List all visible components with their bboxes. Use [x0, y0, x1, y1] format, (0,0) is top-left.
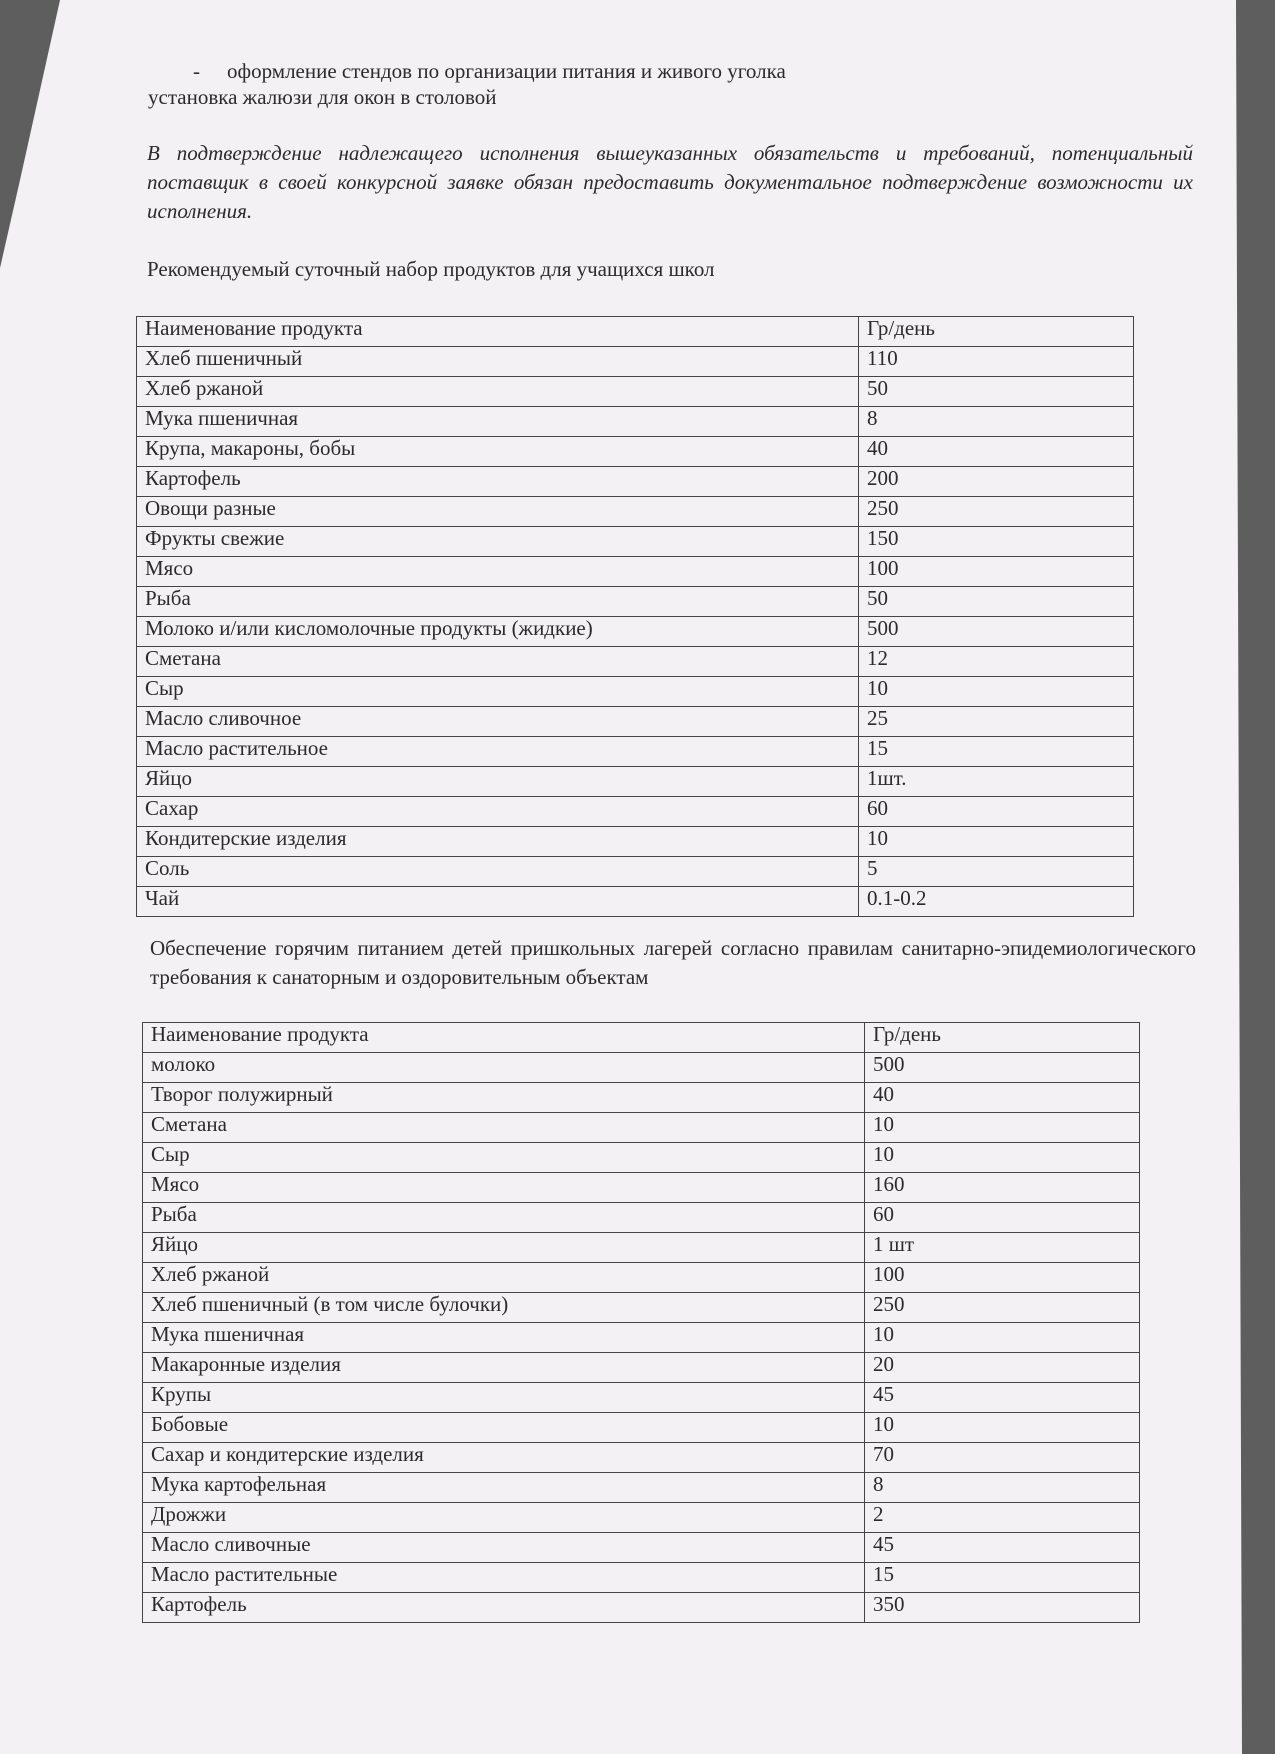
table-header-row	[137, 317, 1134, 347]
table-row	[137, 827, 1134, 857]
grams-per-day-cell: 8	[865, 1473, 1140, 1503]
product-name-cell: Хлеб пшеничный	[137, 347, 859, 377]
product-name-cell: Хлеб пшеничный (в том числе булочки)	[143, 1293, 865, 1323]
table-row	[143, 1203, 1140, 1233]
product-name-cell: Крупа, макароны, бобы	[137, 437, 859, 467]
product-name-cell: Сахар и кондитерские изделия	[143, 1443, 865, 1473]
grams-per-day-cell: 500	[865, 1053, 1140, 1083]
grams-per-day-cell: 500	[859, 617, 1134, 647]
grams-per-day-cell: 10	[859, 677, 1134, 707]
grams-per-day-cell: 15	[865, 1563, 1140, 1593]
table-row	[143, 1233, 1140, 1263]
product-name-cell: Яйцо	[137, 767, 859, 797]
product-name-cell: Мясо	[143, 1173, 865, 1203]
table-row	[143, 1503, 1140, 1533]
product-name-cell: Фрукты свежие	[137, 527, 859, 557]
table-row	[137, 437, 1134, 467]
product-name-cell: Бобовые	[143, 1413, 865, 1443]
product-name-cell: Сметана	[143, 1113, 865, 1143]
product-name-cell: Сыр	[137, 677, 859, 707]
product-name-cell: Картофель	[137, 467, 859, 497]
product-name-cell: Овощи разные	[137, 497, 859, 527]
product-name-cell: Крупы	[143, 1383, 865, 1413]
table-row	[137, 557, 1134, 587]
italic-paragraph: В подтверждение надлежащего исполнения вышеуказанных обязательств и требований, потенциальный поставщик в своей конкурсной заявке обязан предоставить документальное подтверждение возможности их исполнения.	[147, 141, 1193, 223]
section2-heading: Обеспечение горячим питанием детей пришкольных лагерей согласно правилам санитарно-эпидемиологического требования к санаторным и оздоровительным объектам	[150, 936, 1196, 989]
table-row	[143, 1413, 1140, 1443]
grams-per-day-cell: 10	[859, 827, 1134, 857]
grams-per-day-cell: 60	[865, 1203, 1140, 1233]
grams-per-day-cell: 15	[859, 737, 1134, 767]
table-row	[143, 1593, 1140, 1623]
table-row	[143, 1353, 1140, 1383]
grams-per-day-cell: 100	[859, 557, 1134, 587]
product-name-cell: Наименование продукта	[137, 317, 859, 347]
table-row	[143, 1383, 1140, 1413]
bullet-marker: -	[193, 59, 200, 83]
grams-per-day-cell: 25	[859, 707, 1134, 737]
table-row	[143, 1113, 1140, 1143]
grams-per-day-cell: 200	[859, 467, 1134, 497]
table-row	[137, 617, 1134, 647]
bullet-text: оформление стендов по организации питания и живого уголка	[227, 59, 786, 83]
grams-per-day-cell: 70	[865, 1443, 1140, 1473]
table-header-row	[143, 1023, 1140, 1053]
plain-line: установка жалюзи для окон в столовой	[148, 85, 497, 109]
table-row	[143, 1053, 1140, 1083]
grams-per-day-cell: 110	[859, 347, 1134, 377]
product-name-cell: Масло сливочные	[143, 1533, 865, 1563]
table-row	[137, 737, 1134, 767]
grams-per-day-cell: 1 шт	[865, 1233, 1140, 1263]
product-name-cell: Яйцо	[143, 1233, 865, 1263]
table-row	[137, 707, 1134, 737]
table-row	[137, 767, 1134, 797]
grams-per-day-cell: 2	[865, 1503, 1140, 1533]
table-row	[143, 1473, 1140, 1503]
table-row	[143, 1443, 1140, 1473]
table-row	[137, 527, 1134, 557]
table-row	[143, 1533, 1140, 1563]
grams-per-day-cell: Гр/день	[859, 317, 1134, 347]
grams-per-day-cell: 350	[865, 1593, 1140, 1623]
product-name-cell: Мука пшеничная	[143, 1323, 865, 1353]
table-row	[137, 887, 1134, 917]
bullet-item	[193, 59, 786, 84]
grams-per-day-cell: 50	[859, 587, 1134, 617]
grams-per-day-cell: 50	[859, 377, 1134, 407]
product-name-cell: Молоко и/или кисломолочные продукты (жидкие)	[137, 617, 859, 647]
product-name-cell: Соль	[137, 857, 859, 887]
grams-per-day-cell: 45	[865, 1383, 1140, 1413]
product-name-cell: Мясо	[137, 557, 859, 587]
grams-per-day-cell: 10	[865, 1113, 1140, 1143]
grams-per-day-cell: 40	[865, 1083, 1140, 1113]
table-row	[143, 1263, 1140, 1293]
grams-per-day-cell: 10	[865, 1323, 1140, 1353]
school-products-table	[136, 316, 1134, 917]
grams-per-day-cell: 40	[859, 437, 1134, 467]
table-row	[137, 467, 1134, 497]
product-name-cell: Наименование продукта	[143, 1023, 865, 1053]
product-name-cell: Сыр	[143, 1143, 865, 1173]
product-name-cell: Дрожжи	[143, 1503, 865, 1533]
table-row	[137, 857, 1134, 887]
table-row	[137, 677, 1134, 707]
table-row	[137, 497, 1134, 527]
table-row	[137, 647, 1134, 677]
section1-heading: Рекомендуемый суточный набор продуктов для учащихся школ	[147, 257, 715, 281]
table-row	[137, 797, 1134, 827]
product-name-cell: Масло растительные	[143, 1563, 865, 1593]
product-name-cell: Хлеб ржаной	[137, 377, 859, 407]
grams-per-day-cell: 150	[859, 527, 1134, 557]
grams-per-day-cell: 8	[859, 407, 1134, 437]
product-name-cell: молоко	[143, 1053, 865, 1083]
product-name-cell: Масло сливочное	[137, 707, 859, 737]
grams-per-day-cell: 20	[865, 1353, 1140, 1383]
grams-per-day-cell: 5	[859, 857, 1134, 887]
product-name-cell: Рыба	[143, 1203, 865, 1233]
grams-per-day-cell: 250	[865, 1293, 1140, 1323]
product-name-cell: Мука пшеничная	[137, 407, 859, 437]
grams-per-day-cell: 10	[865, 1413, 1140, 1443]
grams-per-day-cell: 250	[859, 497, 1134, 527]
grams-per-day-cell: 45	[865, 1533, 1140, 1563]
table-row	[137, 347, 1134, 377]
table-row	[137, 377, 1134, 407]
table-row	[143, 1563, 1140, 1593]
table-row	[143, 1083, 1140, 1113]
table-row	[143, 1173, 1140, 1203]
grams-per-day-cell: 1шт.	[859, 767, 1134, 797]
product-name-cell: Рыба	[137, 587, 859, 617]
product-name-cell: Чай	[137, 887, 859, 917]
grams-per-day-cell: 60	[859, 797, 1134, 827]
table-row	[143, 1293, 1140, 1323]
table-row	[137, 407, 1134, 437]
product-name-cell: Хлеб ржаной	[143, 1263, 865, 1293]
grams-per-day-cell: 100	[865, 1263, 1140, 1293]
product-name-cell: Творог полужирный	[143, 1083, 865, 1113]
product-name-cell: Мука картофельная	[143, 1473, 865, 1503]
grams-per-day-cell: 12	[859, 647, 1134, 677]
table-row	[137, 587, 1134, 617]
product-name-cell: Сметана	[137, 647, 859, 677]
product-name-cell: Макаронные изделия	[143, 1353, 865, 1383]
product-name-cell: Сахар	[137, 797, 859, 827]
product-name-cell: Кондитерские изделия	[137, 827, 859, 857]
product-name-cell: Картофель	[143, 1593, 865, 1623]
table-row	[143, 1323, 1140, 1353]
camp-products-table	[142, 1022, 1140, 1623]
grams-per-day-cell: 10	[865, 1143, 1140, 1173]
grams-per-day-cell: Гр/день	[865, 1023, 1140, 1053]
grams-per-day-cell: 0.1-0.2	[859, 887, 1134, 917]
grams-per-day-cell: 160	[865, 1173, 1140, 1203]
product-name-cell: Масло растительное	[137, 737, 859, 767]
table-row	[143, 1143, 1140, 1173]
